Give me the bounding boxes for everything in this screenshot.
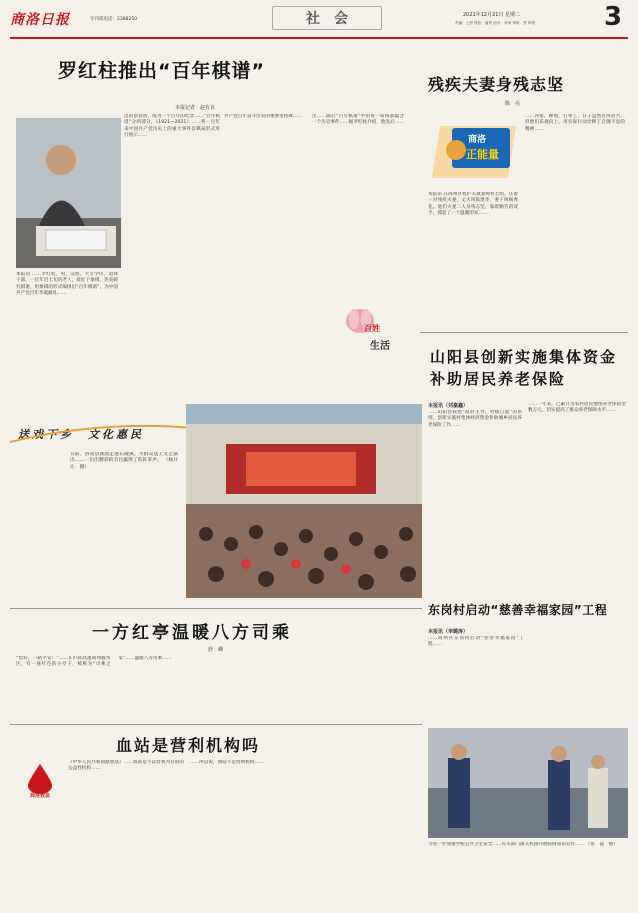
story6-body: ……商州区东岗村启动“慈善幸福家园”工程…… <box>428 636 524 648</box>
badge-logo: 商洛 <box>468 135 487 145</box>
column-badge-label-b: 生活 <box>370 341 390 352</box>
story1-body-d: 出……随后“百年棋谱”中的每一局棋都蕴含一个历史事件……据罗红柱介绍，他先后…… <box>312 114 404 126</box>
story2-byline: 陈 亮 <box>505 101 521 107</box>
story6-caption <box>428 842 628 882</box>
hotline: 专刊部电话：2388250 <box>90 17 138 22</box>
story7-logo <box>18 762 62 802</box>
story7-body-b: ……所以说，血站不是营利机构…… <box>190 760 264 765</box>
column-badge <box>338 305 402 363</box>
issue-date: 2021年12月21日 星期二 <box>463 12 521 18</box>
section-name <box>272 6 382 30</box>
story7-title: 血站是营利机构吗 <box>116 736 261 755</box>
story3-title-text: 山阳县创新实施集体资金补助居民养老保险 <box>430 348 618 388</box>
blood-drop-icon <box>18 762 62 794</box>
story1-board-image <box>124 112 125 113</box>
story4-photographer: （杨开让 摄） <box>70 458 178 470</box>
page-number: 3 <box>604 2 623 32</box>
story4-banner: 送戏下乡 文化惠民 <box>18 428 144 441</box>
swoosh-icon <box>10 420 195 450</box>
story6-byline: 本报讯（李璐涛） <box>428 629 469 635</box>
banner-swoosh <box>10 420 195 450</box>
story6-title: 东岗村启动“慈善幸福家园”工程 <box>428 603 608 617</box>
story4-photo <box>186 404 422 598</box>
story3-body-a: ……山阳县按照“政府主导、村级自愿”的原则，创新实施村集体经济资金补助城乡居民养老保险工作…… <box>428 410 522 428</box>
story3-byline: 本报讯（刘嘉鑫） <box>428 403 469 409</box>
header-rule <box>10 37 628 39</box>
portrait-image <box>16 118 121 268</box>
story2-body-a: 本报讯 在商州区牧护关镇秦岭村七组，住着一对残疾夫妻，丈夫叫陈建华，妻子叫杨秀花。他们夫妻二人身残志坚，靠着勤劳的双手，撑起了一个温暖的家…… <box>428 192 518 217</box>
story6-photographer: （张 磊 摄） <box>585 842 618 847</box>
story7-logo-text: 商洛救血 <box>29 793 50 799</box>
story3-title <box>430 346 626 390</box>
story2-body-b: ……养猪、种地、打零工，日子虽然过得清苦，但他们乐观向上，用实际行动诠释了自强不息的精神…… <box>525 114 625 132</box>
story5-byline: 舒 卿 <box>208 647 224 653</box>
story1-title: 罗红柱推出“百年棋谱” <box>58 60 265 82</box>
story5-body: “您好，一路平安！”……在沪陕高速商州服务区，有一座红色的小亭子，被称为“司乘之家”……温暖八方司乘…… <box>16 656 172 668</box>
section-label: 社 会 <box>306 11 348 27</box>
story1-photo <box>16 118 121 268</box>
story1-body-a: 本报讯 ……罗红柱，男，汉族，大专学历，退休干部，一位年近七旬的老人，爱好下象棋，热衷研究棋谱，用象棋的形式编排出“百年棋谱”，为中国共产党百年华诞献礼…… <box>16 272 118 297</box>
story1-byline: 本报记者 赵有良 <box>175 105 216 111</box>
classroom-image <box>428 728 628 838</box>
story2-divider <box>420 332 628 333</box>
story5-title: 一方红亭温暖八方司乘 <box>92 623 292 643</box>
story2-title: 残疾夫妻身残志坚 <box>428 75 565 94</box>
newspaper-logo: 商洛日报 <box>10 12 70 28</box>
stage-performance-image <box>186 404 422 598</box>
story4-frame <box>10 398 422 598</box>
masthead <box>10 2 630 36</box>
story4-caption-text: 日前，洛南县剧团走进石坡镇，为群众送上文艺演出……一出出精彩的节目赢得了阵阵掌声。 <box>70 452 178 464</box>
story6-caption-text: 为进一步加强学校公共卫生安全……有关部门深入校园开展防疫知识宣传…… <box>428 842 585 847</box>
story7-body-a: 《中华人民共和国献血法》……血站是不以营利为目的的公益性机构…… <box>68 760 184 772</box>
story1-body-c: 共产党百年奋斗历史的重要里程碑…… <box>224 114 303 119</box>
story6-photo <box>428 728 628 838</box>
story4-caption <box>70 452 178 512</box>
story1-body-b: 出的创意谱，成为一个百年的纪念……“百年棋谱”分两部分，《1921—2021》……将一百年来中国共产党历史上的重大事件以棋局形式进行展示…… <box>124 114 220 139</box>
lotus-icon <box>338 305 402 363</box>
staff-credits: 责编：王婷 校检：潘青 组对：李涛 审核：贾 审校 <box>455 21 536 25</box>
badge-text: 正能量 <box>466 148 499 161</box>
story3-body-b: ……一年来，已累计为农村居民缴纳养老保险金数万元，切实提高了群众养老保障水平…… <box>528 402 626 414</box>
story4-divider <box>10 608 422 609</box>
positive-energy-badge <box>428 118 520 188</box>
story5-divider <box>10 724 422 725</box>
column-badge-label-a: 百姓 <box>364 324 380 333</box>
